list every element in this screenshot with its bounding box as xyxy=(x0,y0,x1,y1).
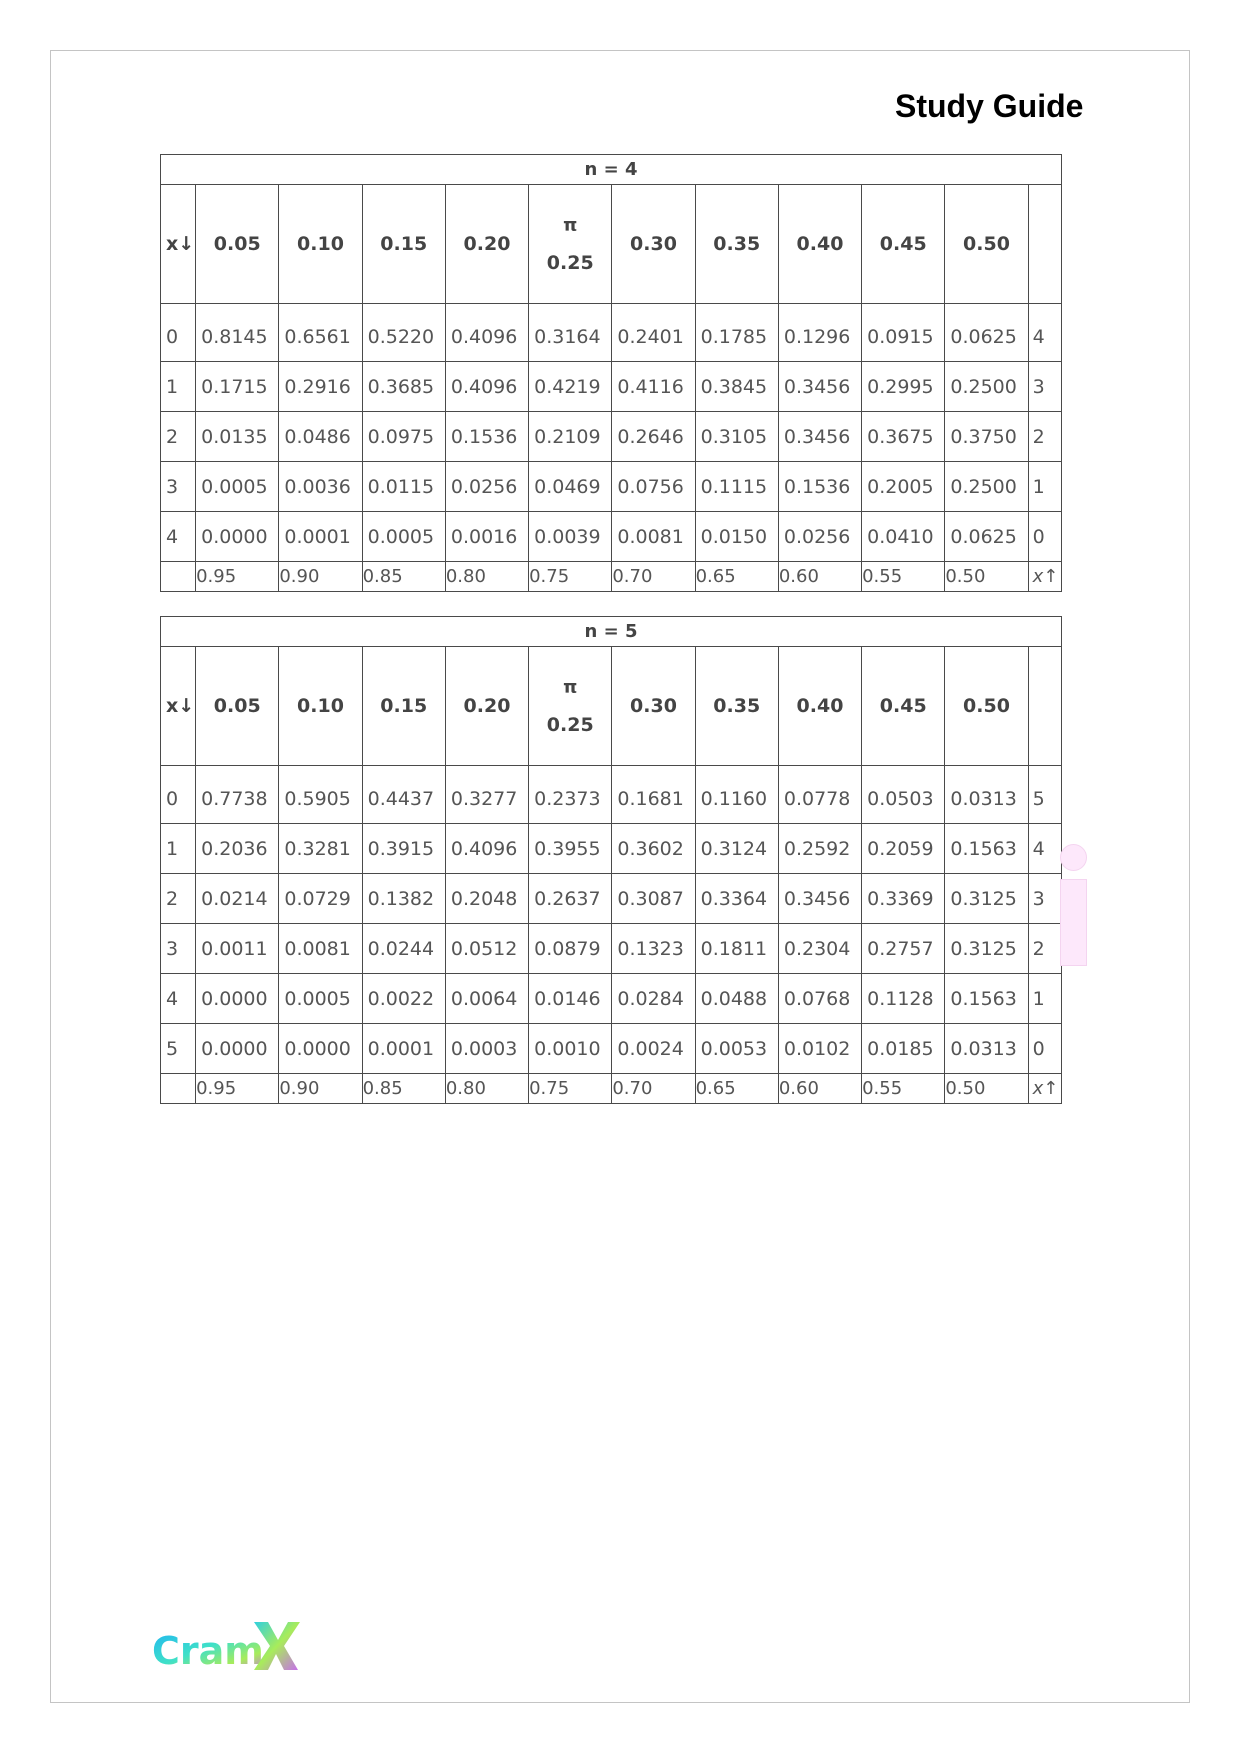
cramx-logo xyxy=(150,1616,300,1672)
probability-cell: 0.3456 xyxy=(778,874,861,924)
p-header: 0.15 xyxy=(362,185,445,304)
probability-cell: 0.3685 xyxy=(362,362,445,412)
binomial-table-n5 xyxy=(160,616,1062,1104)
q-footer: 0.80 xyxy=(445,562,528,592)
p-header: 0.10 xyxy=(279,647,362,766)
q-footer: 0.55 xyxy=(862,562,945,592)
probability-cell: 0.0469 xyxy=(529,462,612,512)
probability-cell: 0.0185 xyxy=(862,1024,945,1074)
probability-cell: 0.1323 xyxy=(612,924,695,974)
probability-cell: 0.0244 xyxy=(362,924,445,974)
x-value: 2 xyxy=(161,874,196,924)
x-value: 0 xyxy=(161,304,196,362)
x-complement-value: 1 xyxy=(1028,974,1061,1024)
probability-cell: 0.3125 xyxy=(945,874,1028,924)
probability-cell: 0.1563 xyxy=(945,974,1028,1024)
probability-cell: 0.1715 xyxy=(196,362,279,412)
table-row xyxy=(161,974,1062,1024)
q-footer: 0.60 xyxy=(778,562,861,592)
probability-cell: 0.0039 xyxy=(529,512,612,562)
probability-cell: 0.2005 xyxy=(862,462,945,512)
p-header: 0.20 xyxy=(445,647,528,766)
p-header: π 0.25 xyxy=(529,185,612,304)
p-header: 0.50 xyxy=(945,185,1028,304)
table-row xyxy=(161,1024,1062,1074)
probability-cell: 0.0115 xyxy=(362,462,445,512)
p-header: 0.30 xyxy=(612,647,695,766)
p-header: 0.10 xyxy=(279,185,362,304)
probability-cell: 0.3125 xyxy=(945,924,1028,974)
blank-header xyxy=(1028,647,1061,766)
probability-cell: 0.0879 xyxy=(529,924,612,974)
table-row xyxy=(161,412,1062,462)
probability-cell: 0.0001 xyxy=(362,1024,445,1074)
probability-cell: 0.0488 xyxy=(695,974,778,1024)
x-complement-value: 4 xyxy=(1028,824,1061,874)
probability-cell: 0.3602 xyxy=(612,824,695,874)
probability-cell: 0.1128 xyxy=(862,974,945,1024)
probability-cell: 0.0313 xyxy=(945,766,1028,824)
probability-cell: 0.0503 xyxy=(862,766,945,824)
probability-cell: 0.5905 xyxy=(279,766,362,824)
x-value: 4 xyxy=(161,974,196,1024)
probability-cell: 0.3105 xyxy=(695,412,778,462)
p-header: 0.40 xyxy=(778,185,861,304)
probability-cell: 0.0016 xyxy=(445,512,528,562)
probability-cell: 0.2036 xyxy=(196,824,279,874)
p-header: 0.30 xyxy=(612,185,695,304)
probability-cell: 0.1536 xyxy=(445,412,528,462)
probability-cell: 0.0625 xyxy=(945,304,1028,362)
probability-cell: 0.3281 xyxy=(279,824,362,874)
table-row xyxy=(161,304,1062,362)
q-footer: 0.65 xyxy=(695,562,778,592)
probability-cell: 0.1563 xyxy=(945,824,1028,874)
probability-cell: 0.0102 xyxy=(778,1024,861,1074)
svg-text:Cram: Cram xyxy=(152,1629,264,1672)
table-row xyxy=(161,924,1062,974)
x-value: 1 xyxy=(161,824,196,874)
table-caption: n = 4 xyxy=(161,155,1062,185)
probability-cell: 0.0005 xyxy=(196,462,279,512)
x-complement-value: 3 xyxy=(1028,874,1061,924)
q-footer: 0.95 xyxy=(196,1074,279,1104)
probability-cell: 0.0005 xyxy=(279,974,362,1024)
probability-cell: 0.2048 xyxy=(445,874,528,924)
probability-cell: 0.0486 xyxy=(279,412,362,462)
probability-cell: 0.1785 xyxy=(695,304,778,362)
probability-cell: 0.2373 xyxy=(529,766,612,824)
probability-cell: 0.1536 xyxy=(778,462,861,512)
probability-cell: 0.0768 xyxy=(778,974,861,1024)
probability-cell: 0.0625 xyxy=(945,512,1028,562)
probability-cell: 0.1811 xyxy=(695,924,778,974)
x-up-footer: x↑ xyxy=(1028,1074,1061,1104)
x-value: 5 xyxy=(161,1024,196,1074)
x-complement-value: 2 xyxy=(1028,412,1061,462)
probability-cell: 0.0256 xyxy=(778,512,861,562)
p-header: 0.05 xyxy=(196,185,279,304)
x-down-header: x↓ xyxy=(161,185,196,304)
probability-cell: 0.0081 xyxy=(612,512,695,562)
probability-cell: 0.1115 xyxy=(695,462,778,512)
probability-cell: 0.0284 xyxy=(612,974,695,1024)
x-value: 0 xyxy=(161,766,196,824)
probability-cell: 0.2757 xyxy=(862,924,945,974)
p-header: 0.05 xyxy=(196,647,279,766)
probability-cell: 0.0064 xyxy=(445,974,528,1024)
probability-cell: 0.4096 xyxy=(445,362,528,412)
x-up-footer: x↑ xyxy=(1028,562,1061,592)
probability-cell: 0.2059 xyxy=(862,824,945,874)
p-header: 0.35 xyxy=(695,647,778,766)
x-value: 3 xyxy=(161,462,196,512)
p-header: 0.45 xyxy=(862,185,945,304)
q-footer: 0.75 xyxy=(529,562,612,592)
q-footer: 0.65 xyxy=(695,1074,778,1104)
probability-cell: 0.0756 xyxy=(612,462,695,512)
p-header: 0.40 xyxy=(778,647,861,766)
probability-cell: 0.3164 xyxy=(529,304,612,362)
p-header: 0.20 xyxy=(445,185,528,304)
q-footer: 0.85 xyxy=(362,1074,445,1104)
p-header: 0.15 xyxy=(362,647,445,766)
probability-cell: 0.0000 xyxy=(279,1024,362,1074)
probability-cell: 0.0000 xyxy=(196,512,279,562)
blank-header xyxy=(1028,185,1061,304)
probability-cell: 0.0313 xyxy=(945,1024,1028,1074)
blank-footer xyxy=(161,1074,196,1104)
x-down-header: x↓ xyxy=(161,647,196,766)
blank-footer xyxy=(161,562,196,592)
probability-cell: 0.5220 xyxy=(362,304,445,362)
page-title: Study Guide xyxy=(895,88,1084,124)
table-body xyxy=(161,155,1062,592)
pi-symbol: π xyxy=(563,214,578,236)
probability-cell: 0.0053 xyxy=(695,1024,778,1074)
probability-cell: 0.0000 xyxy=(196,974,279,1024)
q-footer: 0.60 xyxy=(778,1074,861,1104)
probability-cell: 0.7738 xyxy=(196,766,279,824)
x-complement-value: 0 xyxy=(1028,1024,1061,1074)
info-bar-icon xyxy=(1060,879,1087,966)
table-caption: n = 5 xyxy=(161,617,1062,647)
table-row xyxy=(161,874,1062,924)
q-footer: 0.50 xyxy=(945,562,1028,592)
probability-cell: 0.2109 xyxy=(529,412,612,462)
table-row xyxy=(161,824,1062,874)
probability-cell: 0.0010 xyxy=(529,1024,612,1074)
probability-cell: 0.0000 xyxy=(196,1024,279,1074)
x-value: 3 xyxy=(161,924,196,974)
x-complement-value: 4 xyxy=(1028,304,1061,362)
q-footer: 0.70 xyxy=(612,562,695,592)
probability-cell: 0.3456 xyxy=(778,412,861,462)
probability-cell: 0.0081 xyxy=(279,924,362,974)
probability-cell: 0.4219 xyxy=(529,362,612,412)
probability-cell: 0.0036 xyxy=(279,462,362,512)
x-value: 2 xyxy=(161,412,196,462)
probability-cell: 0.2592 xyxy=(778,824,861,874)
q-footer: 0.85 xyxy=(362,562,445,592)
probability-cell: 0.1382 xyxy=(362,874,445,924)
probability-cell: 0.2646 xyxy=(612,412,695,462)
table-row xyxy=(161,512,1062,562)
probability-cell: 0.0410 xyxy=(862,512,945,562)
probability-cell: 0.3277 xyxy=(445,766,528,824)
probability-cell: 0.0011 xyxy=(196,924,279,974)
p-header: 0.35 xyxy=(695,185,778,304)
probability-cell: 0.1681 xyxy=(612,766,695,824)
probability-cell: 0.0150 xyxy=(695,512,778,562)
probability-cell: 0.2500 xyxy=(945,462,1028,512)
q-footer: 0.55 xyxy=(862,1074,945,1104)
probability-cell: 0.0915 xyxy=(862,304,945,362)
probability-cell: 0.4096 xyxy=(445,824,528,874)
pi-symbol: π xyxy=(563,676,578,698)
probability-cell: 0.2916 xyxy=(279,362,362,412)
probability-cell: 0.3364 xyxy=(695,874,778,924)
binomial-table-n4 xyxy=(160,154,1062,592)
probability-cell: 0.0778 xyxy=(778,766,861,824)
x-complement-value: 3 xyxy=(1028,362,1061,412)
q-footer: 0.90 xyxy=(279,1074,362,1104)
probability-cell: 0.2637 xyxy=(529,874,612,924)
q-footer: 0.50 xyxy=(945,1074,1028,1104)
cramx-logo-icon xyxy=(150,1616,300,1672)
info-dot-icon xyxy=(1060,844,1087,871)
probability-cell: 0.3456 xyxy=(778,362,861,412)
probability-cell: 0.3087 xyxy=(612,874,695,924)
q-footer: 0.70 xyxy=(612,1074,695,1104)
x-complement-value: 1 xyxy=(1028,462,1061,512)
probability-cell: 0.2500 xyxy=(945,362,1028,412)
table-body xyxy=(161,617,1062,1104)
probability-cell: 0.3675 xyxy=(862,412,945,462)
probability-cell: 0.1160 xyxy=(695,766,778,824)
probability-cell: 0.2304 xyxy=(778,924,861,974)
x-complement-value: 5 xyxy=(1028,766,1061,824)
x-complement-value: 2 xyxy=(1028,924,1061,974)
probability-cell: 0.0214 xyxy=(196,874,279,924)
table-row xyxy=(161,362,1062,412)
probability-cell: 0.8145 xyxy=(196,304,279,362)
probability-cell: 0.0975 xyxy=(362,412,445,462)
q-footer: 0.95 xyxy=(196,562,279,592)
probability-cell: 0.4116 xyxy=(612,362,695,412)
table-row xyxy=(161,766,1062,824)
probability-cell: 0.0146 xyxy=(529,974,612,1024)
probability-cell: 0.3915 xyxy=(362,824,445,874)
probability-cell: 0.0001 xyxy=(279,512,362,562)
probability-cell: 0.2401 xyxy=(612,304,695,362)
q-footer: 0.75 xyxy=(529,1074,612,1104)
probability-cell: 0.0003 xyxy=(445,1024,528,1074)
probability-cell: 0.0256 xyxy=(445,462,528,512)
probability-cell: 0.0022 xyxy=(362,974,445,1024)
probability-cell: 0.0005 xyxy=(362,512,445,562)
probability-cell: 0.3750 xyxy=(945,412,1028,462)
probability-cell: 0.3845 xyxy=(695,362,778,412)
probability-cell: 0.2995 xyxy=(862,362,945,412)
probability-cell: 0.4096 xyxy=(445,304,528,362)
q-footer: 0.80 xyxy=(445,1074,528,1104)
probability-cell: 0.3124 xyxy=(695,824,778,874)
probability-cell: 0.4437 xyxy=(362,766,445,824)
probability-cell: 0.3955 xyxy=(529,824,612,874)
probability-cell: 0.0024 xyxy=(612,1024,695,1074)
probability-cell: 0.0729 xyxy=(279,874,362,924)
table-row xyxy=(161,462,1062,512)
x-complement-value: 0 xyxy=(1028,512,1061,562)
probability-cell: 0.3369 xyxy=(862,874,945,924)
q-footer: 0.90 xyxy=(279,562,362,592)
p-header: π 0.25 xyxy=(529,647,612,766)
probability-cell: 0.0512 xyxy=(445,924,528,974)
x-value: 4 xyxy=(161,512,196,562)
p-header: 0.50 xyxy=(945,647,1028,766)
p-header: 0.45 xyxy=(862,647,945,766)
probability-cell: 0.1296 xyxy=(778,304,861,362)
x-value: 1 xyxy=(161,362,196,412)
probability-cell: 0.6561 xyxy=(279,304,362,362)
probability-cell: 0.0135 xyxy=(196,412,279,462)
